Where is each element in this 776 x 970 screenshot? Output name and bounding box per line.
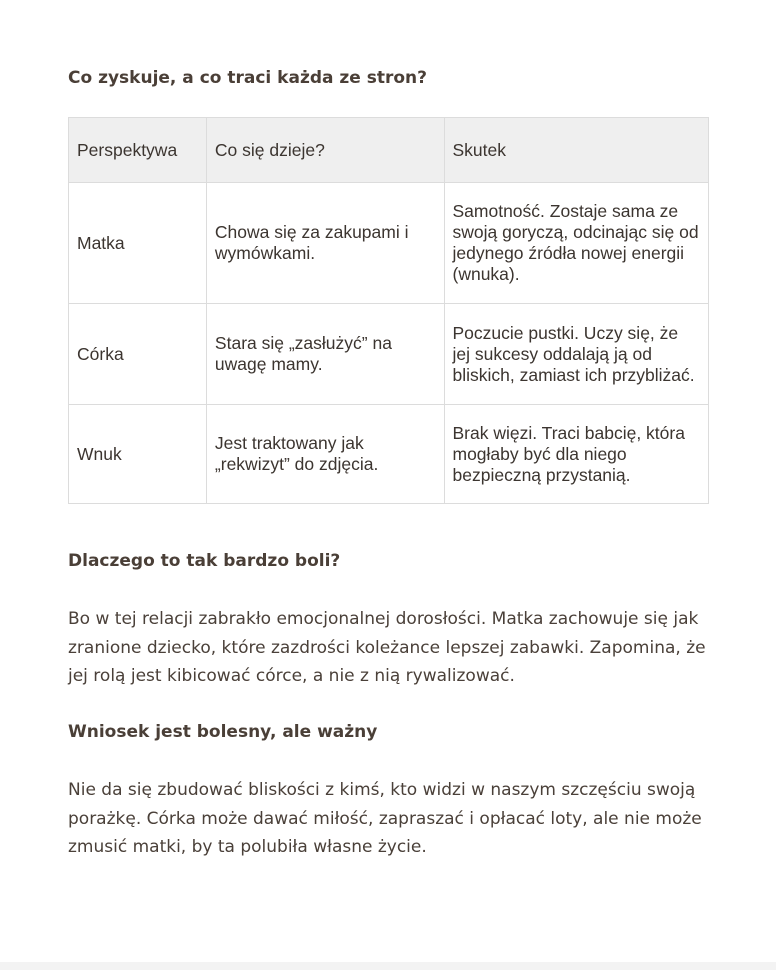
section-heading-conclusion: Wniosek jest bolesny, ale ważny [68, 722, 378, 742]
cell-what-happens: Chowa się za zakupami i wymówkami. [206, 183, 444, 304]
table-row [69, 183, 709, 304]
section-heading-why-it-hurts: Dlaczego to tak bardzo boli? [68, 551, 341, 571]
cell-effect: Poczucie pustki. Uczy się, że jej sukcesy oddalają ją od bliskich, zamiast ich przybliżać. [444, 304, 709, 405]
paragraph-why-it-hurts: Bo w tej relacji zabrakło emocjonalnej dorosłości. Matka zachowuje się jak zranione dziecko, które zazdrości koleżance lepszej zabawki. Zapomina, że jej rolą jest kibicować córce, a nie z nią rywalizować. [68, 609, 706, 686]
column-header-what-happens: Co się dzieje? [206, 118, 444, 183]
cell-perspective: Matka [69, 183, 207, 304]
table-header-row [69, 118, 709, 183]
cell-effect: Brak więzi. Traci babcię, która mogłaby być dla niego bezpieczną przystanią. [444, 405, 709, 504]
column-header-effect: Skutek [444, 118, 709, 183]
page-bottom-divider [0, 962, 776, 970]
cell-perspective: Wnuk [69, 405, 207, 504]
column-header-perspective: Perspektywa [69, 118, 207, 183]
table-row [69, 304, 709, 405]
cell-what-happens: Jest traktowany jak „rekwizyt” do zdjęcia. [206, 405, 444, 504]
cell-perspective: Córka [69, 304, 207, 405]
section-heading-gains-losses: Co zyskuje, a co traci każda ze stron? [68, 68, 428, 88]
cell-what-happens: Stara się „zasłużyć” na uwagę mamy. [206, 304, 444, 405]
perspectives-table [68, 117, 709, 504]
cell-effect: Samotność. Zostaje sama ze swoją goryczą, odcinając się od jedynego źródła nowej energii (wnuka). [444, 183, 709, 304]
paragraph-conclusion: Nie da się zbudować bliskości z kimś, kto widzi w naszym szczęściu swoją porażkę. Córka może dawać miłość, zapraszać i opłacać loty, ale nie może zmusić matki, by ta polubiła własne życie. [68, 780, 702, 857]
table-row [69, 405, 709, 504]
